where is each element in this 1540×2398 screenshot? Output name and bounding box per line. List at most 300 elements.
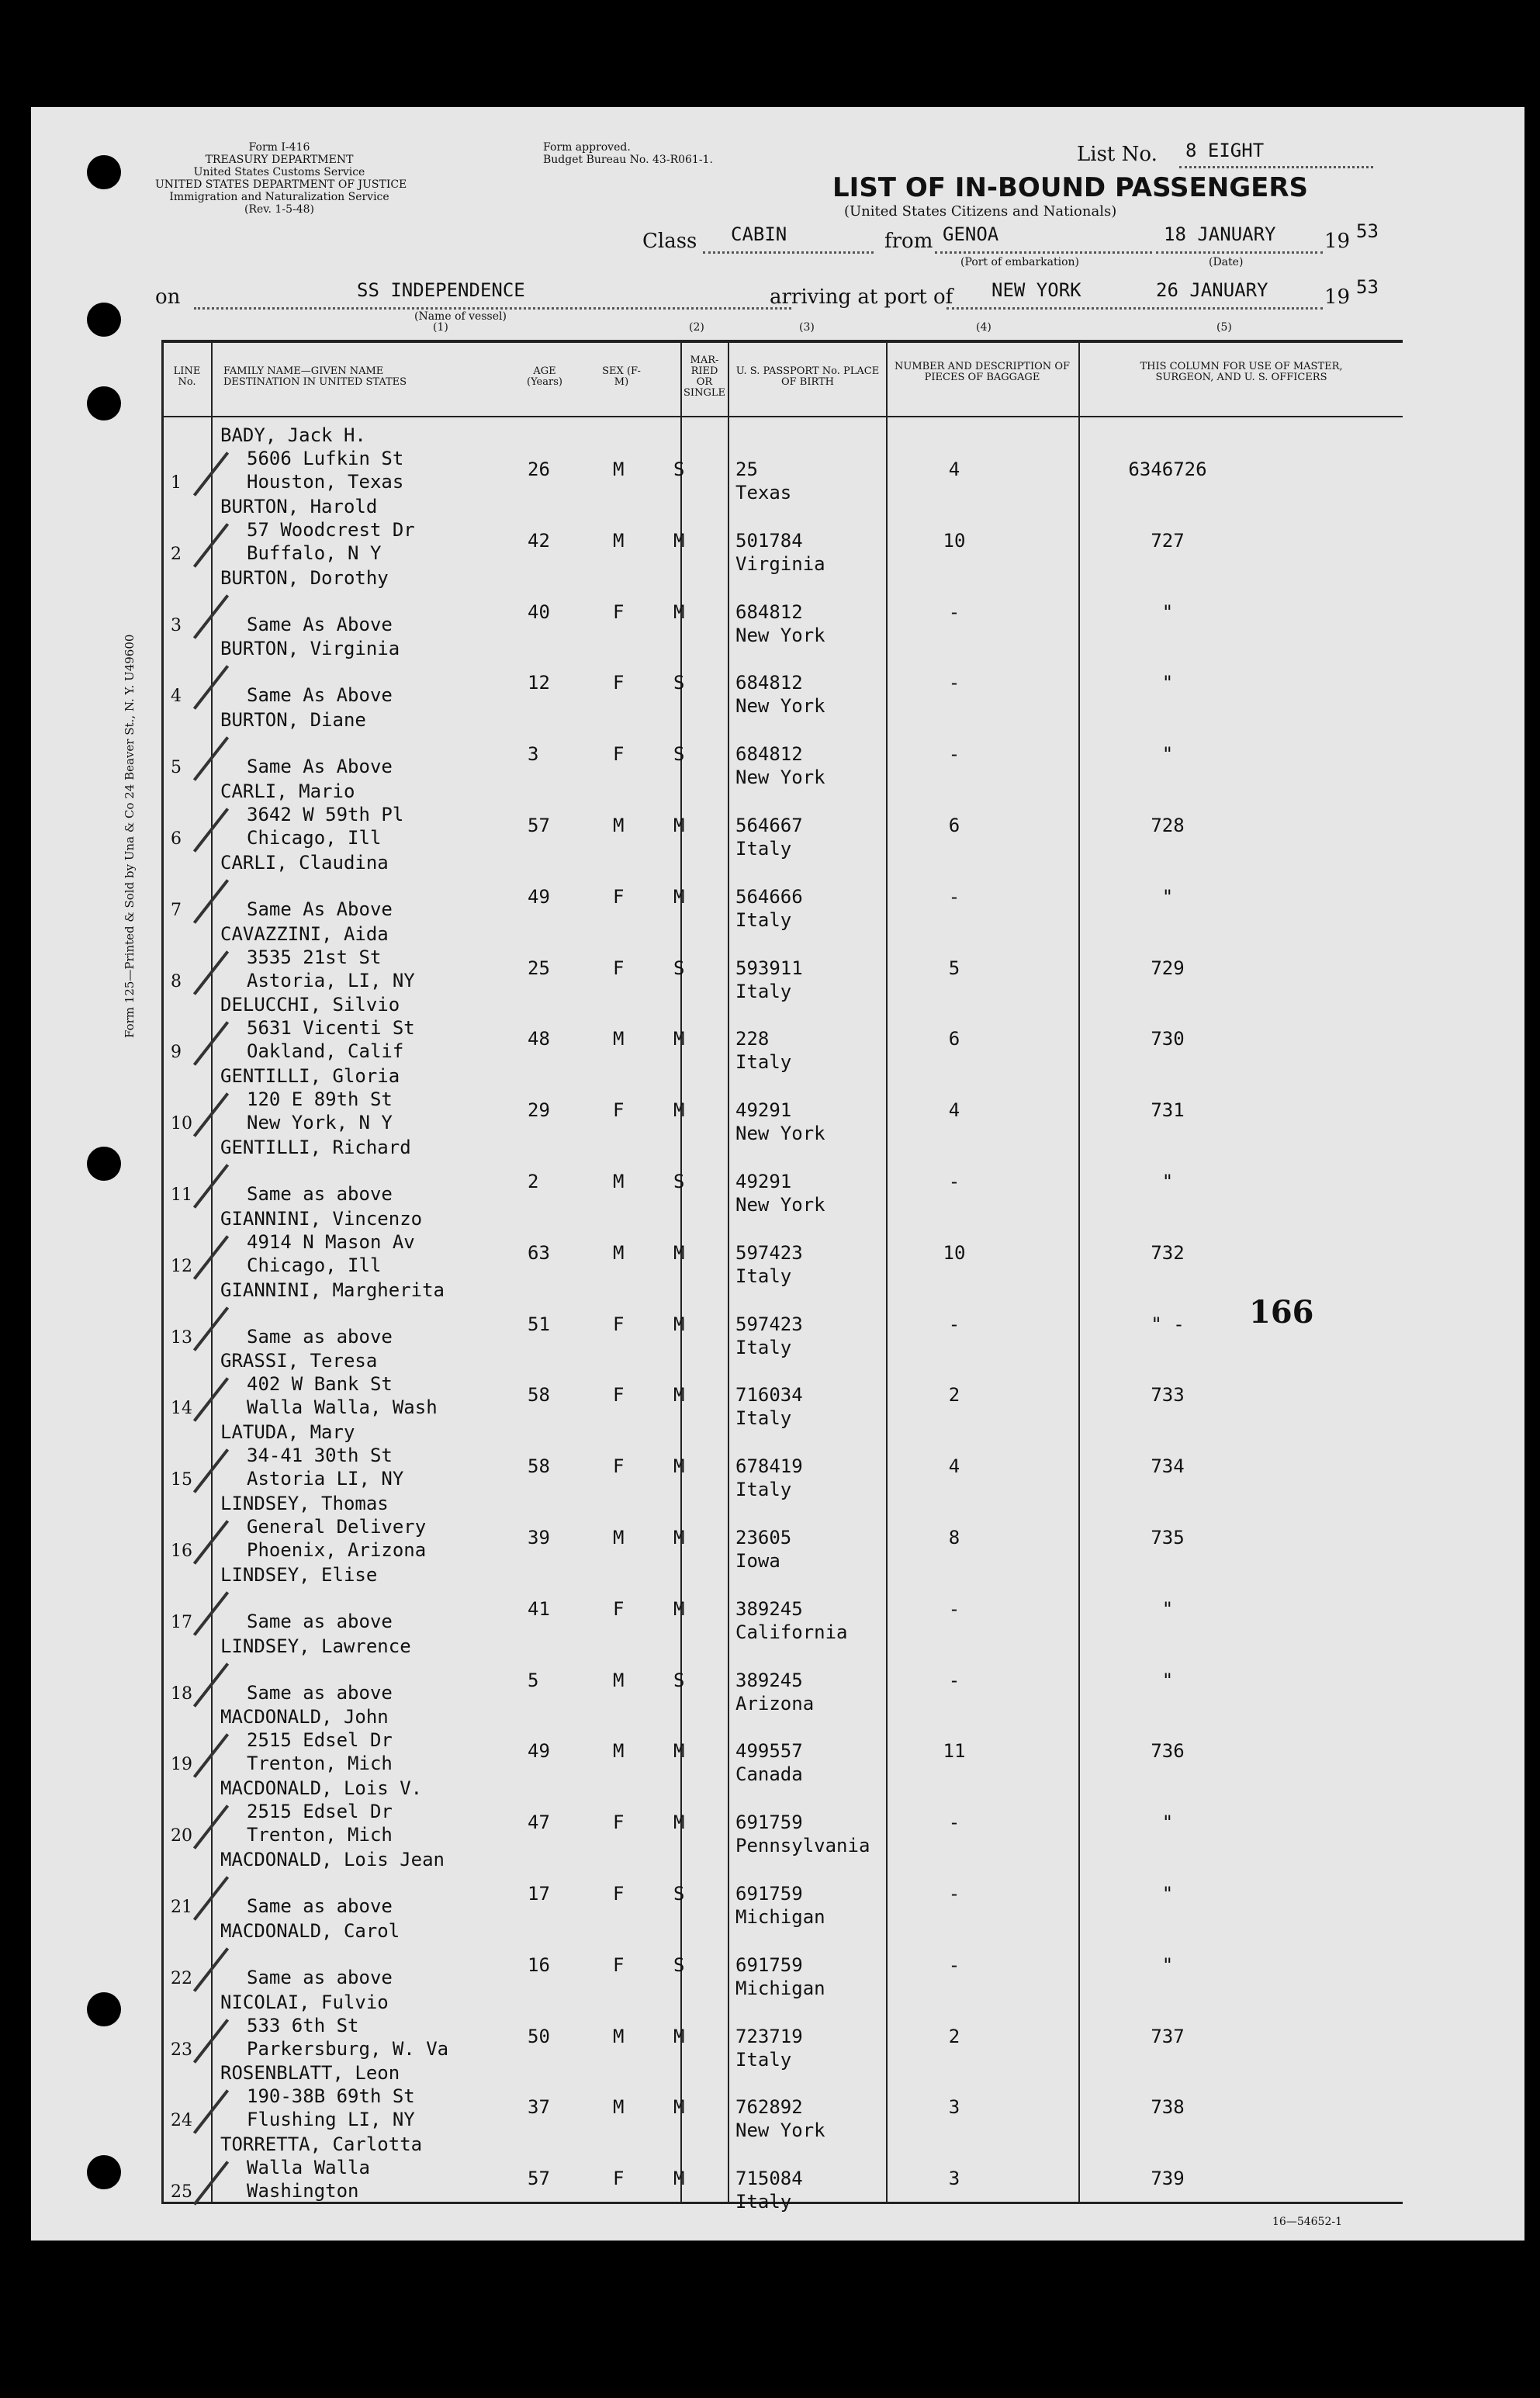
sex-cell: F <box>613 1811 625 1834</box>
age-cell: 49 <box>528 1740 550 1763</box>
sex-cell: M <box>613 815 625 836</box>
age-cell: 63 <box>528 1241 550 1264</box>
sex-cell: M <box>613 529 625 552</box>
list-no-value: 8 EIGHT <box>1185 140 1265 161</box>
port-embarkation-note: (Port of embarkation) <box>960 256 1079 268</box>
check-mark-stroke <box>193 2090 229 2135</box>
officer-cell: 738 <box>1151 2096 1185 2119</box>
passenger-name: GRASSI, Teresa <box>220 1350 378 1372</box>
birthplace-cell: New York <box>735 1194 825 1216</box>
birthplace-cell: Michigan <box>735 1977 825 1999</box>
marital-cell: S <box>673 458 685 480</box>
check-mark-stroke <box>193 2161 229 2206</box>
line-number: 5 <box>171 758 182 778</box>
address-line: Same as above <box>247 1966 393 1988</box>
passport-number: 684812 <box>735 743 803 766</box>
address-line: Houston, Texas <box>247 471 404 493</box>
column-number: (5) <box>1216 321 1232 334</box>
address-line: General Delivery <box>247 1516 427 1538</box>
address-line: Buffalo, N Y <box>247 542 382 564</box>
officer-cell: " <box>1161 1171 1174 1192</box>
table-row <box>147 851 1358 931</box>
passport-number: 23605 <box>735 1527 792 1548</box>
baggage-cell: - <box>948 885 960 908</box>
address-line: Astoria LI, NY <box>247 1468 404 1490</box>
passport-number: 49291 <box>735 1099 792 1122</box>
check-mark-stroke <box>193 808 229 853</box>
table-row <box>147 637 1358 718</box>
check-mark-stroke <box>193 594 229 639</box>
passenger-name: DELUCCHI, Silvio <box>220 994 400 1016</box>
passenger-name: GENTILLI, Gloria <box>220 1065 400 1088</box>
table-top-rule <box>161 340 1403 343</box>
birthplace-cell: Italy <box>735 1051 792 1074</box>
check-mark-stroke <box>193 1591 229 1636</box>
passport-number: 564667 <box>735 815 803 836</box>
baggage-cell: 6 <box>948 815 960 836</box>
baggage-cell: 2 <box>948 1384 960 1407</box>
age-cell: 29 <box>528 1099 550 1122</box>
baggage-cell: 11 <box>943 1740 966 1763</box>
marital-cell: M <box>673 1811 685 1834</box>
sex-cell: M <box>613 1669 625 1691</box>
address-line: 190-38B 69th St <box>247 2085 415 2108</box>
on-label: on <box>155 285 181 309</box>
line-number: 20 <box>171 1826 192 1846</box>
birthplace-cell: New York <box>735 695 825 718</box>
officer-cell: " <box>1161 1597 1174 1620</box>
address-line: 3535 21st St <box>247 946 382 968</box>
passenger-name: MACDONALD, Lois Jean <box>220 1849 445 1870</box>
officer-cell: " <box>1161 1669 1174 1691</box>
address-line: 57 Woodcrest Dr <box>247 518 415 541</box>
baggage-cell: 4 <box>948 458 960 480</box>
marital-cell: M <box>673 2168 685 2190</box>
address-line: 2515 Edsel Dr <box>247 1801 393 1823</box>
passport-number: 593911 <box>735 957 803 979</box>
table-row <box>147 1064 1358 1145</box>
passenger-name: BURTON, Harold <box>220 495 378 517</box>
document-title: LIST OF IN-BOUND PASSENGERS <box>832 172 1308 203</box>
line-number: 14 <box>171 1399 192 1419</box>
birthplace-cell: Virginia <box>735 552 825 575</box>
address-line: Flushing LI, NY <box>247 2109 415 2131</box>
passport-number: 715084 <box>735 2168 803 2190</box>
passport-number: 691759 <box>735 1811 803 1834</box>
header-sex: SEX (F-M) <box>602 365 641 388</box>
passenger-name: GIANNINI, Vincenzo <box>220 1207 423 1230</box>
revision: (Rev. 1-5-48) <box>244 203 314 216</box>
punch-hole <box>87 1992 121 2026</box>
manifest-sheet <box>31 107 1524 2241</box>
passport-number: 678419 <box>735 1455 803 1478</box>
form-number: Form I-416 <box>248 141 310 154</box>
baggage-cell: - <box>948 743 960 766</box>
officer-cell: " <box>1161 1811 1174 1834</box>
address-line: Same As Above <box>247 756 393 778</box>
line-number: 16 <box>171 1542 192 1561</box>
justice-dept: UNITED STATES DEPARTMENT OF JUSTICE <box>155 178 407 191</box>
dotted-line <box>1179 166 1373 168</box>
officer-cell: " <box>1161 672 1174 694</box>
age-cell: 26 <box>528 458 550 480</box>
line-number: 13 <box>171 1327 192 1348</box>
marital-cell: S <box>673 1953 685 1976</box>
address-line: 120 E 89th St <box>247 1088 393 1111</box>
header-married: MAR- RIED OR SINGLE <box>683 355 725 399</box>
check-mark-stroke <box>193 1378 229 1423</box>
line-number: 4 <box>171 687 182 707</box>
passport-number: 49291 <box>735 1171 792 1192</box>
address-line: Same as above <box>247 1681 393 1704</box>
line-number: 2 <box>171 544 182 564</box>
passenger-name: LATUDA, Mary <box>220 1421 355 1444</box>
age-cell: 57 <box>528 2168 550 2190</box>
table-row <box>147 1919 1358 1999</box>
check-mark-stroke <box>193 1164 229 1209</box>
age-cell: 57 <box>528 815 550 836</box>
officer-cell: 732 <box>1151 1241 1185 1264</box>
sex-cell: F <box>613 600 625 623</box>
passport-number: 499557 <box>735 1740 803 1763</box>
check-mark-stroke <box>193 879 229 924</box>
marital-cell: M <box>673 1028 685 1050</box>
marital-cell: M <box>673 885 685 908</box>
address-line: Same As Above <box>247 613 393 635</box>
form-header-block <box>155 141 407 216</box>
line-number: 3 <box>171 615 182 635</box>
line-number: 11 <box>171 1185 192 1205</box>
passenger-name: NICOLAI, Fulvio <box>220 1991 389 2013</box>
marital-cell: M <box>673 1597 685 1620</box>
age-cell: 12 <box>528 672 550 694</box>
age-cell: 37 <box>528 2096 550 2119</box>
dotted-line <box>1156 251 1323 254</box>
age-cell: 3 <box>528 743 539 766</box>
table-row <box>147 1492 1358 1572</box>
passport-number: 25 <box>735 458 758 480</box>
age-cell: 25 <box>528 957 550 979</box>
check-mark-stroke <box>193 1734 229 1779</box>
officer-cell: " <box>1161 1883 1174 1905</box>
column-number: (2) <box>689 321 704 334</box>
table-row <box>147 495 1358 575</box>
baggage-cell: 6 <box>948 1028 960 1050</box>
baggage-cell: 2 <box>948 2025 960 2047</box>
check-mark-stroke <box>193 1235 229 1280</box>
baggage-cell: 8 <box>948 1527 960 1548</box>
age-cell: 58 <box>528 1455 550 1478</box>
officer-cell: " - <box>1151 1313 1185 1335</box>
address-line: Walla Walla, Wash <box>247 1396 438 1419</box>
line-number: 18 <box>171 1683 192 1704</box>
check-mark-stroke <box>193 1805 229 1850</box>
birthplace-cell: Italy <box>735 908 792 931</box>
age-cell: 51 <box>528 1313 550 1335</box>
officer-cell: 731 <box>1151 1099 1185 1122</box>
table-row <box>147 1420 1358 1501</box>
baggage-cell: 4 <box>948 1455 960 1478</box>
officer-cell: " <box>1161 600 1174 623</box>
treasury-dept: TREASURY DEPARTMENT <box>205 154 354 166</box>
marital-cell: S <box>673 672 685 694</box>
officer-cell: 729 <box>1151 957 1185 979</box>
age-cell: 5 <box>528 1669 539 1691</box>
sex-cell: M <box>613 2096 625 2119</box>
age-cell: 17 <box>528 1883 550 1905</box>
punch-hole <box>87 386 121 420</box>
table-row <box>147 2133 1358 2213</box>
line-number: 1 <box>171 473 182 493</box>
passenger-name: CAVAZZINI, Aida <box>220 922 389 945</box>
age-cell: 50 <box>528 2025 550 2047</box>
age-cell: 48 <box>528 1028 550 1050</box>
sex-cell: F <box>613 1384 625 1407</box>
check-mark-stroke <box>193 1092 229 1137</box>
age-cell: 16 <box>528 1953 550 1976</box>
form-approved: Form approved. <box>543 141 631 154</box>
table-row <box>147 1349 1358 1430</box>
age-cell: 39 <box>528 1527 550 1548</box>
embarkation-date: 18 JANUARY <box>1164 223 1276 245</box>
line-number: 12 <box>171 1256 192 1276</box>
passport-number: 762892 <box>735 2096 803 2119</box>
address-line: Astoria, LI, NY <box>247 969 415 991</box>
table-row <box>147 922 1358 1002</box>
passenger-name: LINDSEY, Lawrence <box>220 1635 411 1657</box>
sex-cell: M <box>613 1171 625 1192</box>
page-stamp: 166 <box>1249 1294 1314 1330</box>
baggage-cell: - <box>948 1883 960 1905</box>
table-row <box>147 993 1358 1074</box>
passenger-name: LINDSEY, Thomas <box>220 1493 389 1514</box>
year-prefix: 19 <box>1324 285 1351 309</box>
sex-cell: F <box>613 1313 625 1335</box>
baggage-cell: - <box>948 1597 960 1620</box>
vessel-note: (Name of vessel) <box>414 310 507 323</box>
baggage-cell: - <box>948 600 960 623</box>
birthplace-cell: Arizona <box>735 1692 815 1715</box>
passenger-name: LINDSEY, Elise <box>220 1563 378 1586</box>
line-number: 6 <box>171 829 182 849</box>
table-row <box>147 708 1358 789</box>
line-number: 8 <box>171 971 182 991</box>
passenger-name: MACDONALD, John <box>220 1706 389 1728</box>
birthplace-cell: Canada <box>735 1763 803 1786</box>
table-header-rule <box>161 416 1403 417</box>
birthplace-cell: New York <box>735 766 825 789</box>
birthplace-cell: California <box>735 1621 848 1643</box>
baggage-cell: - <box>948 672 960 694</box>
marital-cell: M <box>673 2096 685 2119</box>
passport-number: 684812 <box>735 600 803 623</box>
passport-number: 389245 <box>735 1669 803 1691</box>
birthplace-cell: New York <box>735 2119 825 2142</box>
line-number: 17 <box>171 1612 192 1632</box>
passenger-name: ROSENBLATT, Leon <box>220 2062 400 2085</box>
budget-bureau: Budget Bureau No. 43-R061-1. <box>543 154 713 166</box>
passport-number: 684812 <box>735 672 803 694</box>
address-line: Same as above <box>247 1325 393 1348</box>
birthplace-cell: Michigan <box>735 1906 825 1928</box>
line-number: 23 <box>171 2040 192 2060</box>
arrival-year: 53 <box>1356 276 1379 298</box>
birthplace-cell: New York <box>735 624 825 646</box>
address-line: New York, N Y <box>247 1112 393 1134</box>
passenger-name: GENTILLI, Richard <box>220 1137 411 1158</box>
line-number: 25 <box>171 2182 192 2202</box>
check-mark-stroke <box>193 1663 229 1708</box>
marital-cell: S <box>673 957 685 979</box>
address-line: 402 W Bank St <box>247 1373 393 1396</box>
address-line: Phoenix, Arizona <box>247 1539 427 1561</box>
table-row <box>147 1848 1358 1928</box>
vessel-name: SS INDEPENDENCE <box>357 279 525 301</box>
sex-cell: F <box>613 2168 625 2190</box>
table-row <box>147 1207 1358 1287</box>
header-age: AGE (Years) <box>527 365 562 388</box>
marital-cell: M <box>673 529 685 552</box>
officer-cell: 737 <box>1151 2025 1185 2047</box>
table-row <box>147 1563 1358 1643</box>
passport-number: 228 <box>735 1028 770 1050</box>
line-number: 21 <box>171 1898 192 1917</box>
header-passport: U. S. PASSPORT No. PLACE OF BIRTH <box>735 365 880 388</box>
line-number: 9 <box>171 1043 182 1063</box>
dotted-line <box>935 251 1152 254</box>
officer-cell: " <box>1161 1953 1174 1976</box>
marital-cell: M <box>673 1313 685 1335</box>
birthplace-cell: Italy <box>735 980 792 1002</box>
address-line: 4914 N Mason Av <box>247 1230 415 1253</box>
age-cell: 49 <box>528 885 550 908</box>
age-cell: 47 <box>528 1811 550 1834</box>
sex-cell: M <box>613 458 625 480</box>
punch-hole <box>87 303 121 337</box>
address-line: Trenton, Mich <box>247 1753 393 1775</box>
address-line: Same As Above <box>247 684 393 707</box>
sex-cell: F <box>613 1597 625 1620</box>
check-mark-stroke <box>193 666 229 711</box>
passenger-name: BADY, Jack H. <box>220 424 366 446</box>
officer-cell: 727 <box>1151 529 1185 552</box>
column-number: (3) <box>799 321 815 334</box>
approval-block <box>543 141 713 166</box>
line-number: 22 <box>171 1968 192 1988</box>
check-mark-stroke <box>193 1520 229 1565</box>
passenger-name: BURTON, Virginia <box>220 638 400 660</box>
birthplace-cell: Italy <box>735 1479 792 1501</box>
passenger-name: BURTON, Dorothy <box>220 566 389 589</box>
check-mark-stroke <box>193 1448 229 1493</box>
baggage-cell: 5 <box>948 957 960 979</box>
passport-number: 564666 <box>735 885 803 908</box>
check-mark-stroke <box>193 1306 229 1351</box>
header-name: FAMILY NAME—GIVEN NAME DESTINATION IN UNITED STATES <box>223 365 407 388</box>
officer-cell: 735 <box>1151 1527 1185 1548</box>
birthplace-cell: Italy <box>735 1265 792 1287</box>
birthplace-cell: New York <box>735 1123 825 1145</box>
sex-cell: F <box>613 885 625 908</box>
baggage-cell: - <box>948 1313 960 1335</box>
passenger-name: TORRETTA, Carlotta <box>220 2133 423 2156</box>
arrival-port: NEW YORK <box>991 279 1081 301</box>
marital-cell: M <box>673 1455 685 1478</box>
officer-cell: 736 <box>1151 1740 1185 1763</box>
address-line: 2515 Edsel Dr <box>247 1729 393 1752</box>
age-cell: 42 <box>528 529 550 552</box>
address-line: Washington <box>247 2180 359 2202</box>
passenger-name: GIANNINI, Margherita <box>220 1279 445 1301</box>
birthplace-cell: Italy <box>735 838 792 860</box>
passport-number: 597423 <box>735 1313 803 1335</box>
sex-cell: F <box>613 1099 625 1122</box>
column-number: (4) <box>976 321 991 334</box>
baggage-cell: 10 <box>943 529 966 552</box>
marital-cell: M <box>673 1384 685 1407</box>
passport-number: 597423 <box>735 1241 803 1264</box>
address-line: 533 6th St <box>247 2014 359 2036</box>
birthplace-cell: Italy <box>735 2048 792 2071</box>
marital-cell: S <box>673 1669 685 1691</box>
officer-cell: " <box>1161 885 1174 908</box>
officer-cell: 730 <box>1151 1028 1185 1050</box>
baggage-cell: 3 <box>948 2168 960 2190</box>
table-row <box>147 566 1358 646</box>
punch-hole <box>87 2155 121 2189</box>
address-line: Chicago, Ill <box>247 1254 382 1276</box>
line-number: 15 <box>171 1470 192 1490</box>
table-row <box>147 1705 1358 1786</box>
baggage-cell: - <box>948 1811 960 1834</box>
passport-number: 723719 <box>735 2025 803 2047</box>
line-number: 10 <box>171 1114 192 1134</box>
table-row <box>147 1136 1358 1216</box>
birthplace-cell: Texas <box>735 482 792 503</box>
passenger-name: BURTON, Diane <box>220 709 366 732</box>
address-line: Same As Above <box>247 898 393 920</box>
line-number: 24 <box>171 2111 192 2131</box>
list-no-label: List No. <box>1077 143 1158 166</box>
address-line: 3642 W 59th Pl <box>247 804 404 825</box>
sex-cell: M <box>613 1028 625 1050</box>
address-line: Same as above <box>247 1610 393 1632</box>
check-mark-stroke <box>193 736 229 781</box>
sex-cell: F <box>613 1953 625 1976</box>
baggage-cell: 3 <box>948 2096 960 2119</box>
class-label: Class <box>642 230 697 253</box>
header-line-no: LINE No. <box>173 365 201 388</box>
check-mark-stroke <box>193 523 229 568</box>
address-line: Oakland, Calif <box>247 1040 404 1063</box>
address-line: 5631 Vicenti St <box>247 1017 415 1040</box>
class-value: CABIN <box>731 223 787 245</box>
dotted-line <box>194 307 791 310</box>
document-subtitle: (United States Citizens and Nationals) <box>844 203 1117 220</box>
marital-cell: M <box>673 1241 685 1264</box>
birthplace-cell: Iowa <box>735 1550 780 1572</box>
check-mark-stroke <box>193 1947 229 1992</box>
address-line: Walla Walla <box>247 2157 370 2179</box>
address-line: Parkersburg, W. Va <box>247 2037 449 2060</box>
birthplace-cell: Italy <box>735 1407 792 1430</box>
check-mark-stroke <box>193 452 229 497</box>
officer-cell: " <box>1161 743 1174 766</box>
embarkation-year: 53 <box>1356 220 1379 242</box>
passport-number: 691759 <box>735 1953 803 1976</box>
dotted-line <box>946 307 1323 310</box>
sex-cell: M <box>613 2025 625 2047</box>
